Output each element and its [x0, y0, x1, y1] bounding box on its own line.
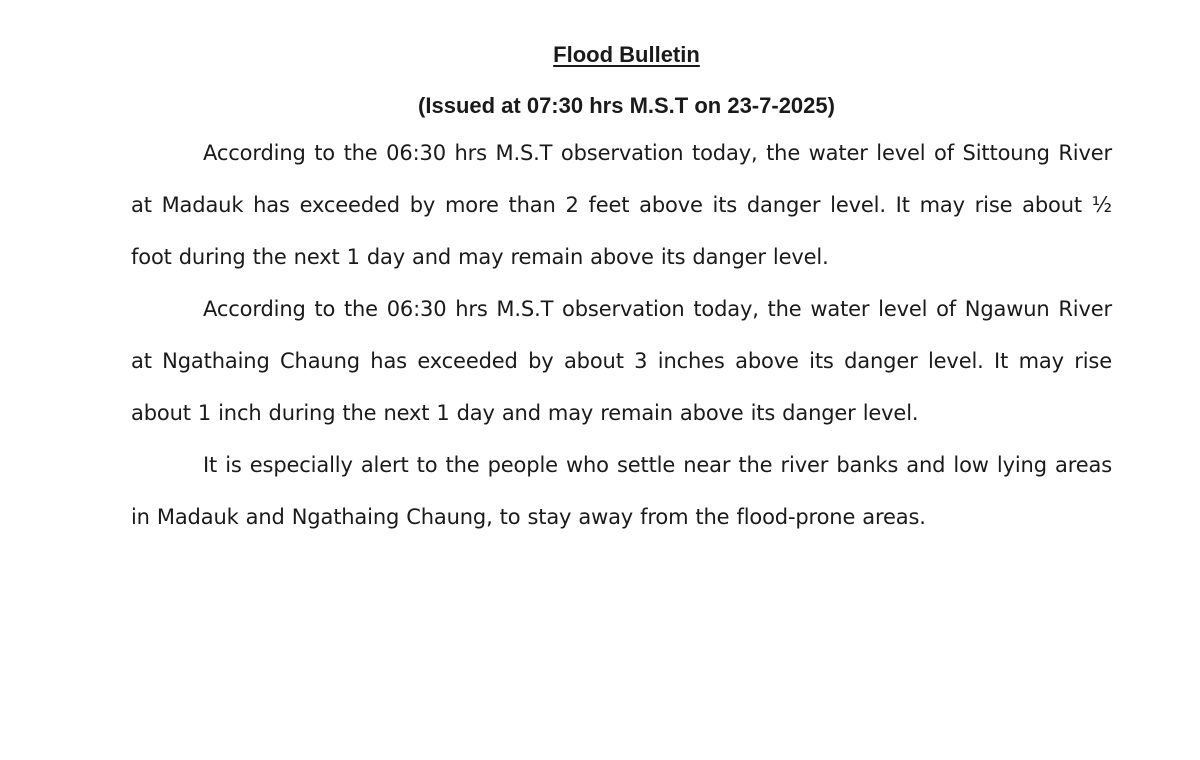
paragraph-ngawun: According to the 06:30 hrs M.S.T observation today, the water level of Ngawun River at Ngathaing Chaung has exceeded by about 3 inches above its danger level. It may rise about 1 inch during the next 1 day and may remain above its danger level. [131, 297, 1112, 425]
bulletin-page [131, 36, 1112, 543]
paragraph-sittoung: According to the 06:30 hrs M.S.T observation today, the water level of Sittoung River at Madauk has exceeded by more than 2 feet above its danger level. It may rise about ½ foot during the next 1 day and may remain above its danger level. [131, 141, 1112, 269]
bulletin-title [131, 36, 1112, 74]
paragraph-alert: It is especially alert to the people who settle near the river banks and low lying areas in Madauk and Ngathaing Chaung, to stay away from the flood-prone areas. [131, 453, 1112, 529]
bulletin-title-text: Flood Bulletin [553, 42, 700, 67]
issued-time: (Issued at 07:30 hrs M.S.T on 23-7-2025) [418, 93, 835, 118]
bulletin-body [131, 127, 1112, 543]
